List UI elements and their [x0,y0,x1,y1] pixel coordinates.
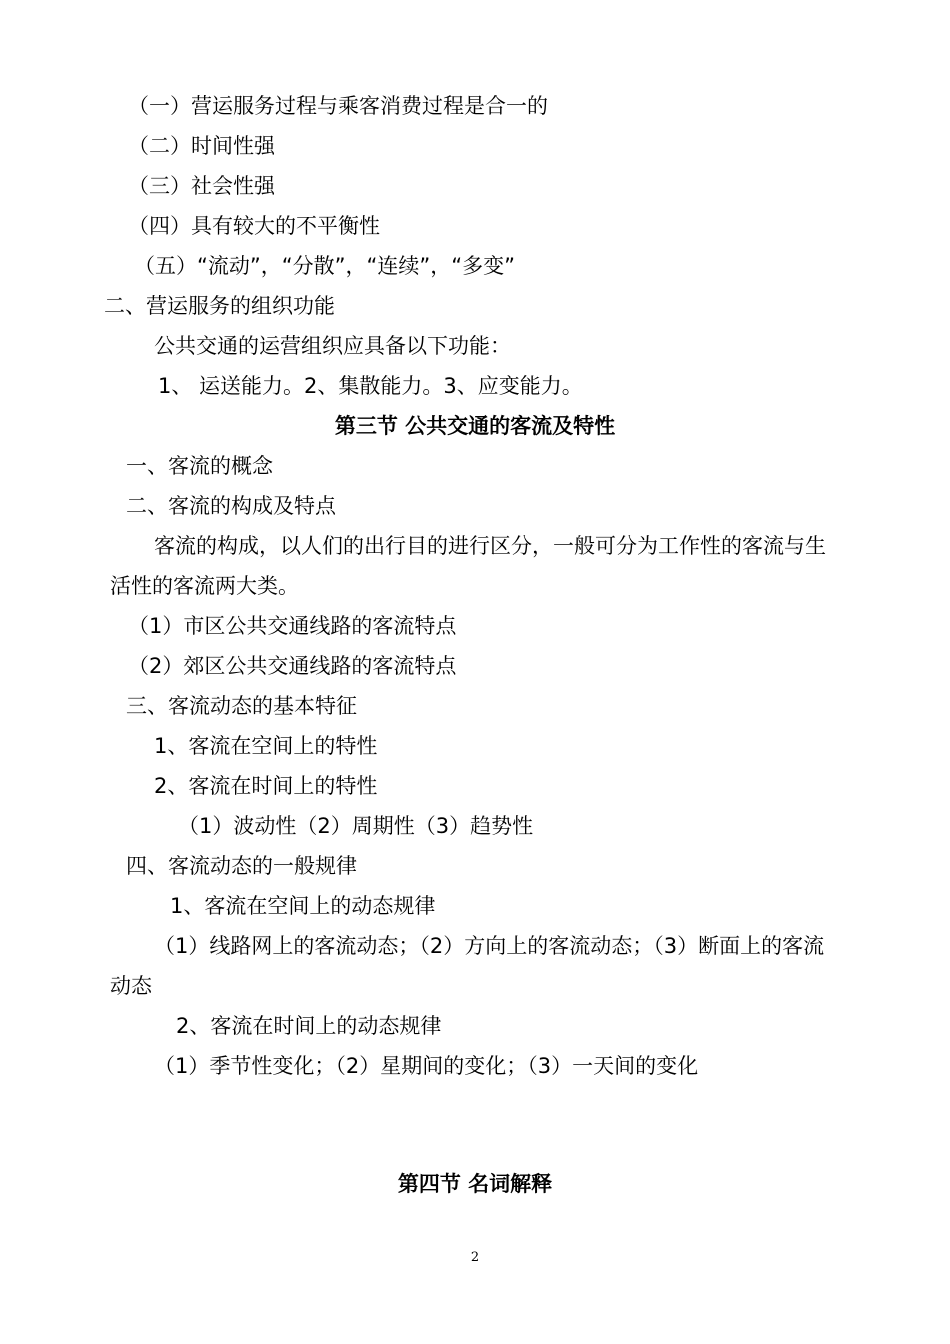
paragraph-functions-list: 1、 运送能力。2、集散能力。3、应变能力。 [158,374,583,398]
paragraph-composition-line2: 活性的客流两大类。 [110,574,299,598]
item-time-sensitive: （二）时间性强 [128,134,275,158]
item-flow-characteristics: （五）“流动”，“分散”，“连续”，“多变” [134,254,516,278]
page-number: 2 [470,1250,480,1265]
section-heading-4: 第四节 名词解释 [397,1172,553,1196]
subsection-dynamic-basic-features: 三、客流动态的基本特征 [126,694,357,718]
paragraph-spatial-rules-line2: 动态 [110,974,152,998]
paragraph-temporal-rules: （1）季节性变化；（2）星期间的变化；（3）一天间的变化 [154,1054,699,1078]
subsection-passenger-flow-composition: 二、客流的构成及特点 [126,494,336,518]
item-temporal-feature-list: （1）波动性（2）周期性（3）趋势性 [178,814,534,838]
paragraph-spatial-rules-line1: （1）线路网上的客流动态；（2）方向上的客流动态；（3）断面上的客流 [154,934,825,958]
item-suburban-route-features: （2）郊区公共交通线路的客流特点 [128,654,457,678]
subsection-passenger-flow-concept: 一、客流的概念 [126,454,273,478]
paragraph-functions-intro: 公共交通的运营组织应具备以下功能： [154,334,511,358]
section-organization-function: 二、营运服务的组织功能 [104,294,335,318]
section-heading-3: 第三节 公共交通的客流及特性 [334,414,616,438]
item-urban-route-features: （1）市区公共交通线路的客流特点 [128,614,457,638]
item-spatial-rules: 1、客流在空间上的动态规律 [170,894,436,918]
subsection-dynamic-general-rules: 四、客流动态的一般规律 [126,854,357,878]
item-temporal-features: 2、客流在时间上的特性 [154,774,378,798]
item-spatial-features: 1、客流在空间上的特性 [154,734,378,758]
paragraph-composition-line1: 客流的构成，以人们的出行目的进行区分，一般可分为工作性的客流与生 [154,534,826,558]
item-temporal-rules: 2、客流在时间上的动态规律 [176,1014,442,1038]
item-operation-consumption-unified: （一）营运服务过程与乘客消费过程是合一的 [128,94,548,118]
item-social: （三）社会性强 [128,174,275,198]
item-imbalance: （四）具有较大的不平衡性 [128,214,380,238]
